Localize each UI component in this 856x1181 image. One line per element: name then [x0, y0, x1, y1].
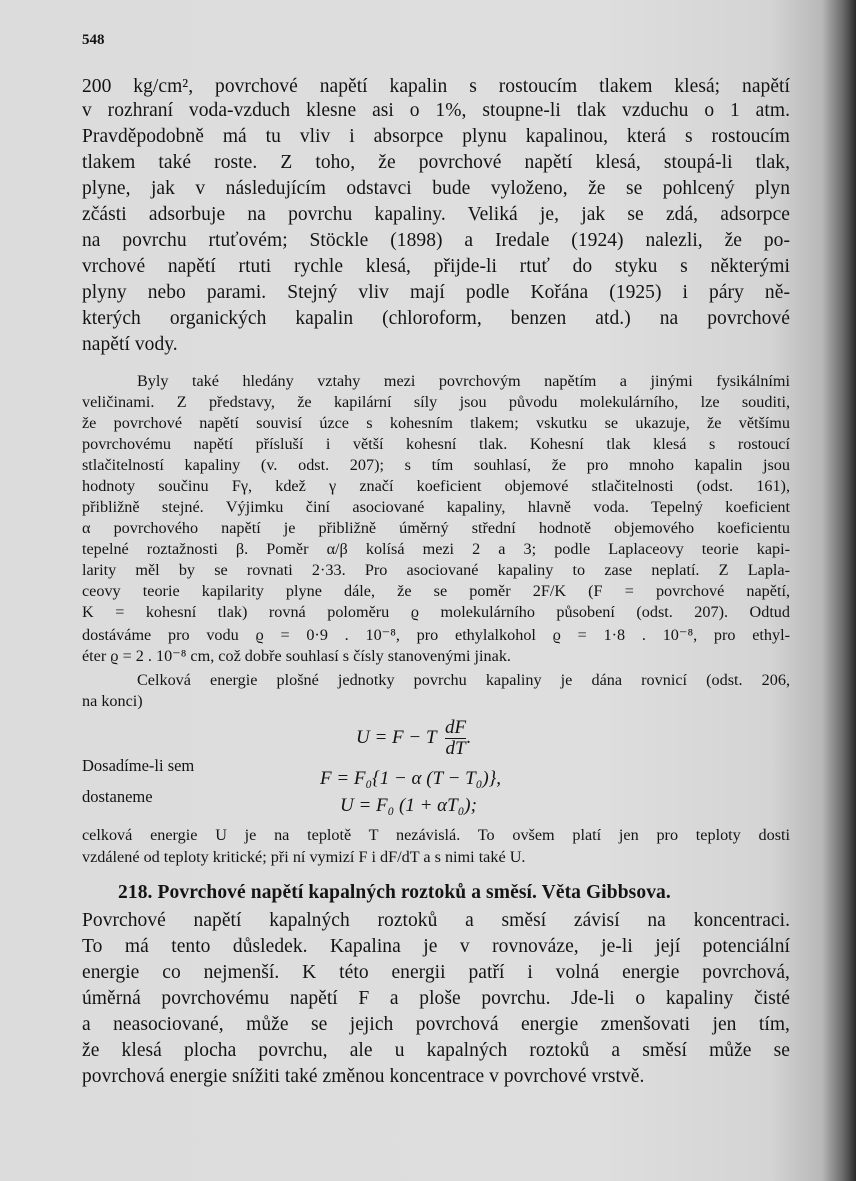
text-line: energie co nejmenší. K této energii patří i volná energie povrchová, — [82, 962, 790, 983]
text-line: napětí vody. — [82, 334, 178, 355]
equation-energy — [356, 718, 471, 759]
equation-result: U = F₀ (1 + αT₀); — [340, 795, 477, 816]
text-line: stlačitelností kapaliny (v. odst. 207); s tím souhlasí, že pro mnoho kapalin jsou — [82, 456, 790, 474]
text-line: veličinami. Z představy, že kapilární síly jsou původu molekulárního, lze souditi, — [82, 393, 790, 411]
page-number: 548 — [82, 32, 105, 48]
fraction-denominator: dT — [445, 738, 466, 759]
text-line: a neasociované, může se jejich povrchová energie zmenšovati jen tím, — [82, 1014, 790, 1035]
text-line: úměrná povrchovému napětí F a ploše povrchu. Jde-li o kapaliny čisté — [82, 988, 790, 1009]
text-line: povrchová energie snížiti také změnou koncentrace v povrchové vrstvě. — [82, 1066, 645, 1087]
equation-period: . — [466, 726, 471, 748]
text-line: vrchové napětí rtuti rychle klesá, přijde-li rtuť do styku s některými — [82, 256, 790, 277]
text-line: dostáváme pro vodu ϱ = 0·9 . 10⁻⁸, pro ethylalkohol ϱ = 1·8 . 10⁻⁸, pro ethyl- — [82, 626, 790, 644]
text-line: Povrchové napětí kapalných roztoků a směsí závisí na koncentraci. — [82, 910, 790, 931]
section-heading: 218. Povrchové napětí kapalných roztoků a směsí. Věta Gibbsova. — [118, 882, 671, 903]
text-line: tlakem také roste. Z toho, že povrchové napětí klesá, stoupá-li tlak, — [82, 152, 790, 173]
text-line: Pravděpodobně má tu vliv i absorpce plynu kapalinou, která s rostoucím — [82, 126, 790, 147]
label-substitute: Dosadíme-li sem — [82, 756, 195, 775]
text-line: To má tento důsledek. Kapalina je v rovnováze, je-li její potenciální — [82, 936, 790, 957]
text-line: ceovy teorie kapilarity plyne dále, že se poměr 2F/K (F = povrchové napětí, — [82, 582, 790, 600]
text-line: K = kohesní tlak) rovná poloměru ϱ molekulárního působení (odst. 207). Odtud — [82, 603, 790, 621]
text-line: v rozhraní voda-vzduch klesne asi o 1%, stoupne-li tlak vzduchu o 1 atm. — [82, 100, 790, 121]
equation-surface-tension: F = F₀{1 − α (T − T₀)}, — [320, 768, 502, 789]
text-line: 200 kg/cm², povrchové napětí kapalin s rostoucím tlakem klesá; napětí — [82, 76, 790, 97]
text-line: na povrchu rtuťovém; Stöckle (1898) a Iredale (1924) nalezli, že po- — [82, 230, 790, 251]
text-line: kterých organických kapalin (chloroform, benzen atd.) na povrchové — [82, 308, 790, 329]
text-line: Byly také hledány vztahy mezi povrchovým napětím a jinými fysikálními — [137, 372, 790, 390]
equation-lhs: U = F − T — [356, 726, 437, 748]
label-obtain: dostaneme — [82, 787, 153, 806]
text-line: hodnoty součinu Fγ, kdež γ značí koeficient objemové stlačitelnosti (odst. 161), — [82, 477, 790, 495]
text-line: plyny nebo parami. Stejný vliv mají podle Kořána (1925) i páry ně- — [82, 282, 790, 303]
text-line: že povrchové napětí souvisí úzce s kohesním tlakem; vskutku se ukazuje, že většímu — [82, 414, 790, 432]
text-line: na konci) — [82, 692, 143, 710]
text-line: celková energie U je na teplotě T nezávislá. To ovšem platí jen pro teploty dosti — [82, 826, 790, 844]
text-line: éter ϱ = 2 . 10⁻⁸ cm, což dobře souhlasí s čísly stanovenými jinak. — [82, 647, 511, 665]
text-line: tepelné roztažnosti β. Poměr α/β kolísá mezi 2 a 3; podle Laplaceovy teorie kapi- — [82, 540, 790, 558]
text-line: vzdálené od teploty kritické; při ní vymizí F i dF/dT a s nimi také U. — [82, 848, 526, 866]
text-line: že klesá plocha povrchu, ale u kapalných roztoků a směsí může se — [82, 1040, 790, 1061]
text-line: larity měl by se rovnati 2·33. Pro asociované kapaliny to zase neplatí. Z Lapla- — [82, 561, 790, 579]
text-line: α povrchového napětí je přibližně úměrný střední hodnotě objemového koeficientu — [82, 519, 790, 537]
text-line: přibližně stejné. Výjimku činí asociované kapaliny, hlavně voda. Tepelný koeficient — [82, 498, 790, 516]
fraction-numerator: dF — [444, 717, 467, 738]
fraction-dF-dT — [445, 718, 466, 759]
text-line: Celková energie plošné jednotky povrchu kapaliny je dána rovnicí (odst. 206, — [137, 671, 790, 689]
text-line: povrchovému napětí přísluší i větší kohesní tlak. Kohesní tlak klesá s rostoucí — [82, 435, 790, 453]
text-line: zčásti adsorbuje na povrchu kapaliny. Veliká je, jak se zdá, adsorpce — [82, 204, 790, 225]
text-line: plyne, jak v následujícím odstavci bude vyloženo, že se pohlcený plyn — [82, 178, 790, 199]
